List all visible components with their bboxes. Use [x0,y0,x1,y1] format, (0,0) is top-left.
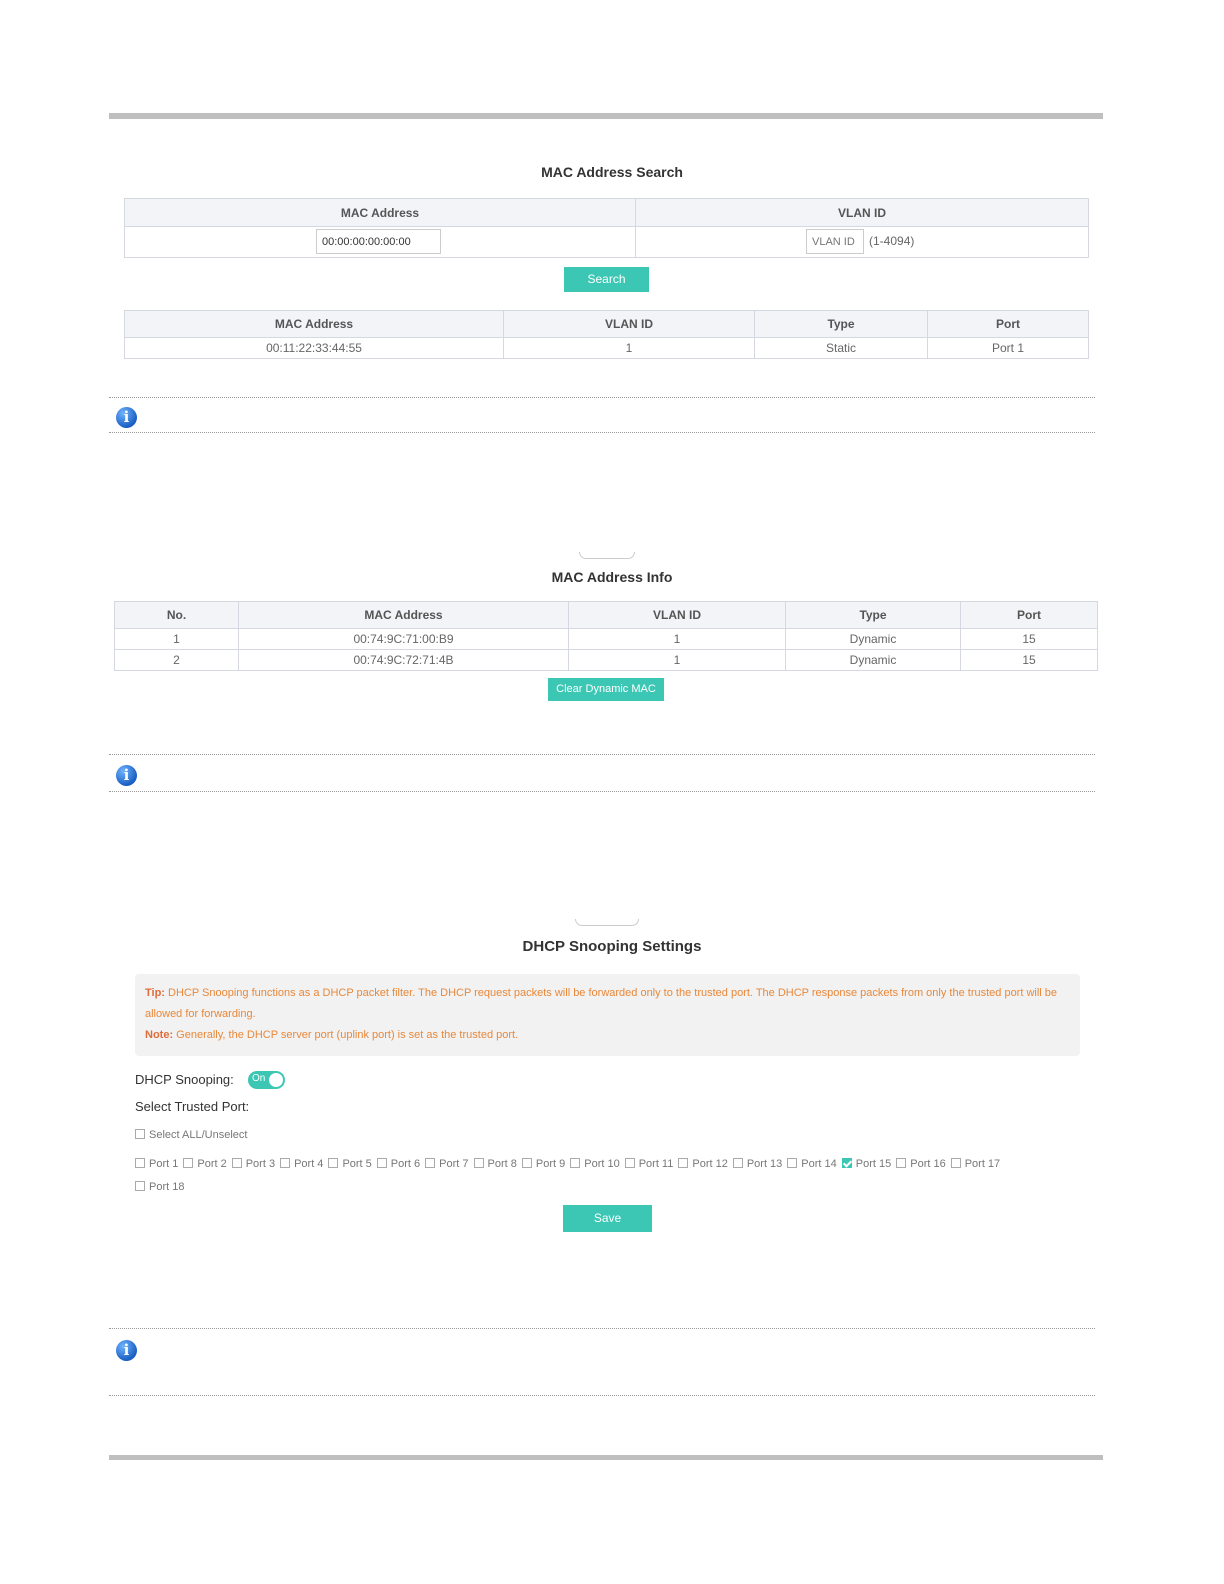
vlan-id-header: VLAN ID [636,199,1089,227]
mac-search-results-table [124,310,1089,359]
port-checkbox[interactable] [232,1158,242,1168]
dhcp-tip-box [135,974,1080,1056]
port-label: Port 9 [535,1158,566,1170]
select-all-label: Select ALL/Unselect [149,1129,248,1141]
vlan-id-input[interactable] [806,229,864,254]
port-checkbox[interactable] [328,1158,338,1168]
page-header-rule [109,113,1103,119]
info-icon: i [116,407,137,428]
port-option[interactable] [842,1153,891,1176]
results-header-mac: MAC Address [125,311,504,338]
tip-label: Tip: [145,987,165,999]
results-header-port: Port [928,311,1089,338]
result-vlan: 1 [504,338,755,359]
port-checkbox[interactable] [625,1158,635,1168]
port-label: Port 6 [390,1158,421,1170]
port-option[interactable] [280,1153,323,1176]
port-checkbox[interactable] [951,1158,961,1168]
info-mac: 00:74:9C:72:71:4B [239,650,569,671]
port-option[interactable] [377,1153,420,1176]
note-divider [109,1328,1095,1329]
port-checkbox[interactable] [135,1158,145,1168]
note-label: Note: [145,1029,174,1041]
port-label: Port 4 [294,1158,324,1170]
port-checkbox[interactable] [377,1158,387,1168]
note-divider [109,754,1095,755]
table-row [115,629,1098,650]
port-option[interactable] [425,1153,468,1176]
vlan-range-hint: (1-4094) [869,234,915,248]
port-label: Port 3 [245,1158,276,1170]
clear-dynamic-mac-button[interactable]: Clear Dynamic MAC [548,678,664,701]
port-label: Port 14 [801,1158,837,1170]
select-all-checkbox[interactable] [135,1129,145,1139]
info-type: Dynamic [786,650,961,671]
port-label: Port 13 [746,1158,783,1170]
port-option[interactable] [570,1153,619,1176]
info-icon: i [116,1340,137,1361]
port-label: Port 8 [487,1158,517,1170]
collapse-tab[interactable] [575,919,639,926]
port-label: Port 5 [342,1158,372,1170]
mac-info-title: MAC Address Info [551,569,673,585]
note-divider [109,791,1095,792]
mac-info-table [114,601,1098,671]
port-option[interactable] [135,1176,184,1199]
info-mac: 00:74:9C:71:00:B9 [239,629,569,650]
port-label: Port 1 [149,1158,179,1170]
dhcp-snooping-label: DHCP Snooping: [135,1072,234,1087]
port-label: Port 10 [584,1158,620,1170]
info-vlan: 1 [569,650,786,671]
note-divider [109,397,1095,398]
port-checkbox[interactable] [522,1158,532,1168]
port-label: Port 7 [439,1158,469,1170]
mac-address-input[interactable] [316,229,441,254]
table-row [125,338,1089,359]
mac-search-title: MAC Address Search [541,164,683,180]
port-checkbox[interactable] [280,1158,290,1168]
port-option[interactable] [474,1153,517,1176]
port-label: Port 16 [910,1158,946,1170]
dhcp-snooping-toggle[interactable] [248,1071,285,1089]
table-row [115,650,1098,671]
port-option[interactable] [733,1153,782,1176]
results-header-vlan: VLAN ID [504,311,755,338]
port-checkbox[interactable] [570,1158,580,1168]
port-label: Port 2 [197,1158,227,1170]
mac-search-form-table [124,198,1089,258]
result-type: Static [755,338,928,359]
info-vlan: 1 [569,629,786,650]
collapse-tab[interactable] [579,552,635,559]
info-header-vlan: VLAN ID [569,602,786,629]
info-type: Dynamic [786,629,961,650]
info-no: 2 [115,650,239,671]
port-checkbox[interactable] [787,1158,797,1168]
port-option[interactable] [232,1153,275,1176]
info-header-type: Type [786,602,961,629]
port-checkbox[interactable] [733,1158,743,1168]
info-header-mac: MAC Address [239,602,569,629]
info-header-no: No. [115,602,239,629]
port-checkbox[interactable] [474,1158,484,1168]
port-option[interactable] [896,1153,945,1176]
port-option[interactable] [183,1153,226,1176]
port-checkbox[interactable] [842,1158,852,1168]
info-no: 1 [115,629,239,650]
select-trusted-port-label: Select Trusted Port: [135,1099,250,1114]
save-button[interactable]: Save [563,1205,652,1232]
results-header-type: Type [755,311,928,338]
port-option[interactable] [951,1153,1000,1176]
result-port: Port 1 [928,338,1089,359]
port-option[interactable] [328,1153,371,1176]
port-label: Port 11 [638,1158,674,1170]
port-checkbox[interactable] [896,1158,906,1168]
port-label: Port 18 [149,1181,185,1193]
port-checkbox[interactable] [425,1158,435,1168]
info-port: 15 [961,629,1098,650]
dhcp-title: DHCP Snooping Settings [522,938,702,955]
toggle-text: On [252,1073,266,1084]
note-text: Generally, the DHCP server port (uplink port) is set as the trusted port. [176,1029,519,1041]
port-option[interactable] [522,1153,565,1176]
port-option[interactable] [678,1153,727,1176]
toggle-knob [269,1073,283,1087]
port-checkbox[interactable] [678,1158,688,1168]
note-divider [109,1395,1095,1396]
search-button[interactable]: Search [564,267,649,292]
port-label: Port 17 [964,1158,1001,1170]
note-divider [109,432,1095,433]
mac-address-header: MAC Address [125,199,636,227]
port-checkbox[interactable] [183,1158,193,1168]
info-header-port: Port [961,602,1098,629]
page-footer-rule [109,1455,1103,1460]
port-label: Port 15 [855,1158,892,1170]
port-option[interactable] [787,1153,836,1176]
tip-text: DHCP Snooping functions as a DHCP packet filter. The DHCP request packets will be forwarded only to the trusted port. The DHCP response packets from only the trusted port will be allowed for forwarding. [145,987,1058,1020]
port-label: Port 12 [692,1158,728,1170]
trusted-port-list [135,1153,1095,1199]
port-checkbox[interactable] [135,1181,145,1191]
info-icon: i [116,765,137,786]
result-mac: 00:11:22:33:44:55 [125,338,504,359]
port-option[interactable] [625,1153,674,1176]
port-option[interactable] [135,1153,178,1176]
select-all-option[interactable] [135,1129,247,1141]
info-port: 15 [961,650,1098,671]
